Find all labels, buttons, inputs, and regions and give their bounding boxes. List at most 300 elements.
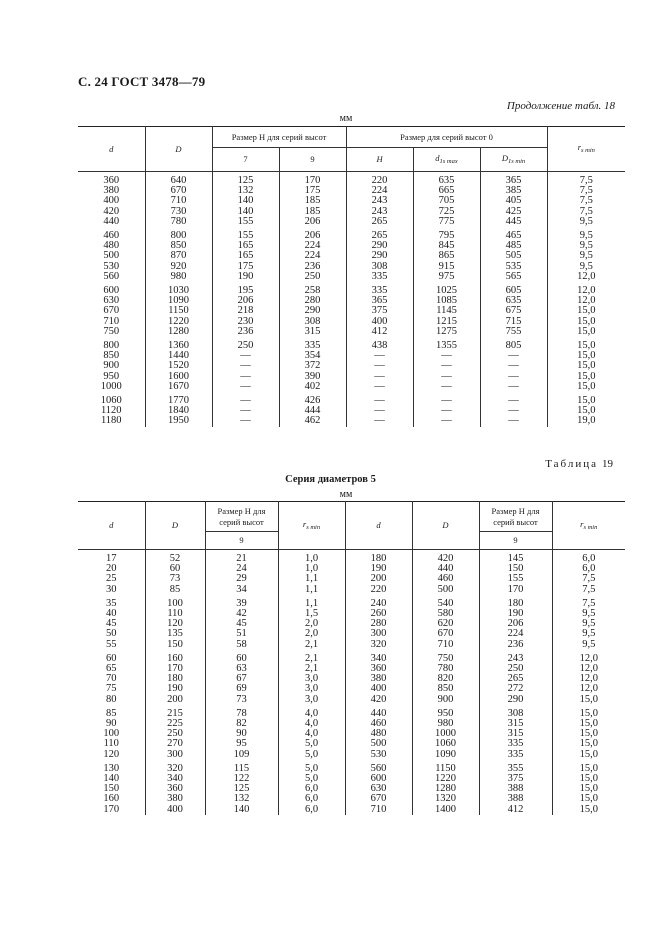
table-cell: 15,0 [552, 794, 625, 804]
table-cell: — [480, 392, 547, 406]
table-cell: 265 [479, 674, 552, 684]
table-cell: 206 [212, 296, 279, 306]
table-cell: 15,0 [552, 729, 625, 739]
table-cell: 670 [145, 186, 212, 196]
table-cell: 710 [78, 317, 145, 327]
table-cell: 390 [279, 372, 346, 382]
table-cell: 265 [346, 227, 413, 241]
table-row [78, 186, 625, 196]
table-row [78, 306, 625, 316]
table-cell: 1,5 [278, 609, 345, 619]
table-cell: 15,0 [547, 327, 625, 337]
table-cell: 355 [479, 760, 552, 774]
table-cell: 185 [279, 207, 346, 217]
table-cell: 1215 [413, 317, 480, 327]
table-cell: — [413, 392, 480, 406]
table-cell: 280 [345, 619, 412, 629]
col-header-9: 9 [279, 148, 346, 172]
table-cell: 800 [145, 227, 212, 241]
table-cell: 1950 [145, 416, 212, 426]
table-cell: 12,0 [552, 684, 625, 694]
col-group-height-0: Размер для серий высот 0 [346, 127, 547, 148]
table-cell: 224 [479, 629, 552, 639]
table-cell: 365 [480, 172, 547, 187]
table-cell: 620 [412, 619, 479, 629]
table-cell: 440 [412, 564, 479, 574]
table-row [78, 595, 625, 609]
table-cell: 715 [480, 317, 547, 327]
table-cell: 1770 [145, 392, 212, 406]
table-cell: 280 [279, 296, 346, 306]
table-row [78, 585, 625, 595]
table-cell: 45 [205, 619, 278, 629]
table-cell: 1840 [145, 406, 212, 416]
table19-number: 19 [602, 458, 613, 470]
table-cell: 402 [279, 382, 346, 392]
table-cell: — [212, 361, 279, 371]
table-cell: 1090 [145, 296, 212, 306]
table-cell: 480 [345, 729, 412, 739]
table-cell: 725 [413, 207, 480, 217]
table-cell: 530 [345, 750, 412, 760]
table-cell: 335 [479, 739, 552, 749]
table-cell: 109 [205, 750, 278, 760]
table-cell: 420 [78, 207, 145, 217]
table-cell: 200 [145, 695, 205, 705]
table-cell: 200 [345, 574, 412, 584]
table-cell: 6,0 [278, 794, 345, 804]
table-cell: 426 [279, 392, 346, 406]
table-cell: 272 [479, 684, 552, 694]
table-cell: 51 [205, 629, 278, 639]
table-row [78, 416, 625, 426]
table-cell: — [212, 372, 279, 382]
table-cell: 505 [480, 251, 547, 261]
table-cell: 7,5 [547, 196, 625, 206]
table-cell: 155 [479, 574, 552, 584]
table-cell: 15,0 [547, 406, 625, 416]
table-cell: 1220 [145, 317, 212, 327]
table-cell: 635 [480, 296, 547, 306]
table-cell: 1,1 [278, 585, 345, 595]
table-row [78, 406, 625, 416]
table-18 [78, 126, 625, 427]
table-cell: 7,5 [547, 186, 625, 196]
table-cell: 444 [279, 406, 346, 416]
col-header-D1s-min [480, 148, 547, 172]
table18-body [78, 172, 625, 427]
table-row [78, 564, 625, 574]
col-header-D: D [145, 127, 212, 172]
table-cell: 500 [412, 585, 479, 595]
table-cell: 400 [78, 196, 145, 206]
table-cell: 190 [145, 684, 205, 694]
table-cell: 15,0 [547, 317, 625, 327]
table-cell: 1,1 [278, 574, 345, 584]
table-cell: 750 [412, 650, 479, 664]
table-cell: 250 [145, 729, 205, 739]
table-cell: 980 [145, 272, 212, 282]
table-cell: 243 [346, 196, 413, 206]
table-cell: 1030 [145, 282, 212, 296]
table-cell: 560 [78, 272, 145, 282]
table-row [78, 392, 625, 406]
table-cell: 565 [480, 272, 547, 282]
table-cell: 120 [78, 750, 145, 760]
table-cell: 206 [279, 217, 346, 227]
table-cell: 7,5 [552, 585, 625, 595]
table-cell: 665 [413, 186, 480, 196]
table-cell: 1600 [145, 372, 212, 382]
table-cell: 975 [413, 272, 480, 282]
table-cell: 4,0 [278, 719, 345, 729]
table-row [78, 337, 625, 351]
table-cell: 63 [205, 664, 278, 674]
table-cell: 15,0 [547, 382, 625, 392]
table-cell: 1150 [145, 306, 212, 316]
table-cell: — [346, 392, 413, 406]
table-cell: 7,5 [552, 574, 625, 584]
table-cell: 82 [205, 719, 278, 729]
D1-subscript: 1s min [508, 157, 526, 165]
table-cell: 630 [345, 784, 412, 794]
table-cell: 9,5 [552, 609, 625, 619]
table-cell: 225 [145, 719, 205, 729]
table-cell: 9,5 [552, 619, 625, 629]
col-header-9-right: 9 [479, 532, 552, 550]
table-cell: 15,0 [547, 392, 625, 406]
table-cell: 950 [412, 705, 479, 719]
table-cell: 170 [479, 585, 552, 595]
table-row [78, 719, 625, 729]
col-group-height-H-right: Размер H для серий высот [479, 502, 552, 532]
table-cell: 2,1 [278, 640, 345, 650]
table-cell: 165 [212, 241, 279, 251]
table-cell: 236 [279, 262, 346, 272]
table-row [78, 550, 625, 565]
table-cell: 243 [479, 650, 552, 664]
table19-label [545, 458, 613, 470]
table-row [78, 227, 625, 241]
table-cell: 900 [78, 361, 145, 371]
table-cell: — [346, 372, 413, 382]
table-cell: 380 [78, 186, 145, 196]
table-cell: 115 [205, 760, 278, 774]
table-cell: 100 [145, 595, 205, 609]
table-cell: 190 [479, 609, 552, 619]
table-cell: 1275 [413, 327, 480, 337]
table-cell: 15,0 [552, 784, 625, 794]
table-cell: — [413, 382, 480, 392]
table-cell: 420 [412, 550, 479, 565]
table-cell: 560 [345, 760, 412, 774]
table-row [78, 684, 625, 694]
table-cell: 440 [78, 217, 145, 227]
table-cell: 400 [145, 805, 205, 815]
col-group-height-H: Размер H для серий высот [212, 127, 346, 148]
table-row [78, 705, 625, 719]
table-cell: 165 [212, 251, 279, 261]
table-cell: 1,0 [278, 564, 345, 574]
table-cell: 155 [212, 217, 279, 227]
table-row [78, 619, 625, 629]
table-row [78, 574, 625, 584]
table-cell: 670 [412, 629, 479, 639]
table-cell: 270 [145, 739, 205, 749]
table-cell: 30 [78, 585, 145, 595]
table-cell: 236 [212, 327, 279, 337]
table-cell: 35 [78, 595, 145, 609]
table-cell: 12,0 [552, 674, 625, 684]
table-cell: 335 [346, 272, 413, 282]
table-cell: 1060 [78, 392, 145, 406]
table-cell: 3,0 [278, 674, 345, 684]
table-cell: 1000 [78, 382, 145, 392]
table-cell: 140 [212, 207, 279, 217]
table-cell: 5,0 [278, 750, 345, 760]
table-cell: 15,0 [552, 705, 625, 719]
table-cell: 15,0 [552, 719, 625, 729]
table-row [78, 760, 625, 774]
table-cell: 1,1 [278, 595, 345, 609]
table-cell: 160 [145, 650, 205, 664]
table-row [78, 196, 625, 206]
d1-symbol: d [435, 152, 440, 163]
table-cell: 125 [205, 784, 278, 794]
table-cell: 500 [345, 739, 412, 749]
table-cell: 17 [78, 550, 145, 565]
table-cell: 25 [78, 574, 145, 584]
page-header: С. 24 ГОСТ 3478—79 [78, 74, 206, 89]
table-cell: 335 [479, 750, 552, 760]
table-cell: 750 [78, 327, 145, 337]
table-cell: 354 [279, 351, 346, 361]
table-cell: 220 [346, 172, 413, 187]
table-cell: 15,0 [552, 739, 625, 749]
table-cell: 400 [346, 317, 413, 327]
table-cell: 6,0 [278, 805, 345, 815]
table-cell: 260 [345, 609, 412, 619]
table-cell: 360 [145, 784, 205, 794]
table-cell: 265 [346, 217, 413, 227]
table-cell: 675 [480, 306, 547, 316]
table19-title: Серия диаметров 5 [285, 474, 376, 485]
table-cell: 290 [479, 695, 552, 705]
table-cell: 320 [345, 640, 412, 650]
table-cell: 1145 [413, 306, 480, 316]
table-cell: 110 [78, 739, 145, 749]
table-cell: 236 [479, 640, 552, 650]
table-row [78, 805, 625, 815]
table-cell: — [346, 361, 413, 371]
table-row [78, 739, 625, 749]
table-cell: 180 [145, 674, 205, 684]
table-row [78, 317, 625, 327]
table-cell: 710 [345, 805, 412, 815]
table-cell: 60 [145, 564, 205, 574]
table-cell: 15,0 [552, 695, 625, 705]
table-cell: 218 [212, 306, 279, 316]
table-cell: 315 [479, 719, 552, 729]
table-cell: 180 [479, 595, 552, 609]
table-cell: 460 [412, 574, 479, 584]
table-cell: 290 [346, 241, 413, 251]
table-cell: 420 [345, 695, 412, 705]
table-cell: 206 [279, 227, 346, 241]
table-cell: 780 [145, 217, 212, 227]
table-cell: — [480, 382, 547, 392]
table-cell: — [480, 361, 547, 371]
table-cell: 3,0 [278, 684, 345, 694]
table-cell: 170 [145, 664, 205, 674]
D1-symbol: D [501, 152, 509, 163]
table-cell: 380 [145, 794, 205, 804]
table-cell: 90 [205, 729, 278, 739]
table-cell: 1085 [413, 296, 480, 306]
table-cell: 1280 [412, 784, 479, 794]
table-cell: 388 [479, 794, 552, 804]
table-cell: 9,5 [547, 241, 625, 251]
table-cell: 308 [279, 317, 346, 327]
table-cell: 243 [346, 207, 413, 217]
table-cell: 73 [145, 574, 205, 584]
table-cell: 145 [479, 550, 552, 565]
table-cell: 140 [212, 196, 279, 206]
table19-body [78, 550, 625, 815]
table-row [78, 372, 625, 382]
table-cell: 5,0 [278, 774, 345, 784]
table-cell: 45 [78, 619, 145, 629]
table-cell: 1090 [412, 750, 479, 760]
table-row [78, 207, 625, 217]
table-cell: 980 [412, 719, 479, 729]
table-row [78, 640, 625, 650]
table-cell: 1060 [412, 739, 479, 749]
table-cell: 132 [205, 794, 278, 804]
table-cell: 7,5 [547, 207, 625, 217]
table-cell: 730 [145, 207, 212, 217]
table-cell: 90 [78, 719, 145, 729]
table-cell: 670 [345, 794, 412, 804]
table-row [78, 794, 625, 804]
table-cell: 110 [145, 609, 205, 619]
table-cell: 40 [78, 609, 145, 619]
rs-symbol-left: r [302, 518, 307, 529]
table-cell: 920 [145, 262, 212, 272]
table-cell: 58 [205, 640, 278, 650]
table19-word: Таблица [545, 458, 598, 470]
table-cell: 15,0 [552, 774, 625, 784]
table-cell: 150 [78, 784, 145, 794]
d1-subscript: 1s max [439, 157, 458, 165]
table-cell: 67 [205, 674, 278, 684]
col-group-height-H-left: Размер H для серий высот [205, 502, 278, 532]
table-cell: 180 [345, 550, 412, 565]
table-cell: 850 [145, 241, 212, 251]
table-cell: 1025 [413, 282, 480, 296]
table-cell: 215 [145, 705, 205, 719]
rs-subscript-right: s min [583, 523, 598, 531]
table-cell: 15,0 [547, 372, 625, 382]
col-header-rs-min-left [278, 502, 345, 550]
table-cell: 190 [212, 272, 279, 282]
table-row [78, 217, 625, 227]
table-cell: 250 [212, 337, 279, 351]
table-cell: 412 [479, 805, 552, 815]
table-cell: 150 [145, 640, 205, 650]
table-cell: 15,0 [547, 361, 625, 371]
table-cell: 55 [78, 640, 145, 650]
table-cell: 710 [412, 640, 479, 650]
table-cell: 1355 [413, 337, 480, 351]
table-cell: 1360 [145, 337, 212, 351]
table-cell: 12,0 [552, 650, 625, 664]
table-cell: 900 [412, 695, 479, 705]
col-header-H: H [346, 148, 413, 172]
table-cell: 224 [279, 251, 346, 261]
table-cell: 705 [413, 196, 480, 206]
table-19 [78, 501, 625, 815]
table-cell: 175 [279, 186, 346, 196]
table-cell: 308 [346, 262, 413, 272]
table-cell: 445 [480, 217, 547, 227]
table-cell: 15,0 [552, 750, 625, 760]
table-cell: 950 [78, 372, 145, 382]
table-cell: — [413, 372, 480, 382]
table-cell: 388 [479, 784, 552, 794]
table-cell: 75 [78, 684, 145, 694]
table-cell: 1000 [412, 729, 479, 739]
table-cell: — [480, 372, 547, 382]
table-cell: 535 [480, 262, 547, 272]
table-cell: 375 [346, 306, 413, 316]
table-cell: 78 [205, 705, 278, 719]
rs-symbol: r [577, 142, 581, 152]
col-header-D-right: D [412, 502, 479, 550]
table-cell: 60 [78, 650, 145, 664]
table-cell: 320 [145, 760, 205, 774]
table-cell: — [480, 351, 547, 361]
table-cell: 462 [279, 416, 346, 426]
table-cell: 135 [145, 629, 205, 639]
col-header-9-left: 9 [205, 532, 278, 550]
col-header-d: d [78, 127, 145, 172]
table-cell: 150 [479, 564, 552, 574]
table-cell: 710 [145, 196, 212, 206]
table-cell: 12,0 [547, 296, 625, 306]
table-cell: 820 [412, 674, 479, 684]
table-cell: 160 [78, 794, 145, 804]
table-cell: 60 [205, 650, 278, 664]
col-header-d1s-max [413, 148, 480, 172]
table-cell: — [212, 406, 279, 416]
table-cell: 375 [479, 774, 552, 784]
table-cell: 175 [212, 262, 279, 272]
table-cell: 9,5 [552, 629, 625, 639]
table-row [78, 272, 625, 282]
table-cell: — [212, 382, 279, 392]
table-cell: 2,1 [278, 650, 345, 664]
table-cell: — [346, 351, 413, 361]
table-cell: 405 [480, 196, 547, 206]
table-cell: — [212, 392, 279, 406]
table-cell: — [212, 351, 279, 361]
table-cell: 1670 [145, 382, 212, 392]
table-cell: 485 [480, 241, 547, 251]
table-cell: — [346, 416, 413, 426]
table-cell: — [413, 351, 480, 361]
table-cell: 185 [279, 196, 346, 206]
